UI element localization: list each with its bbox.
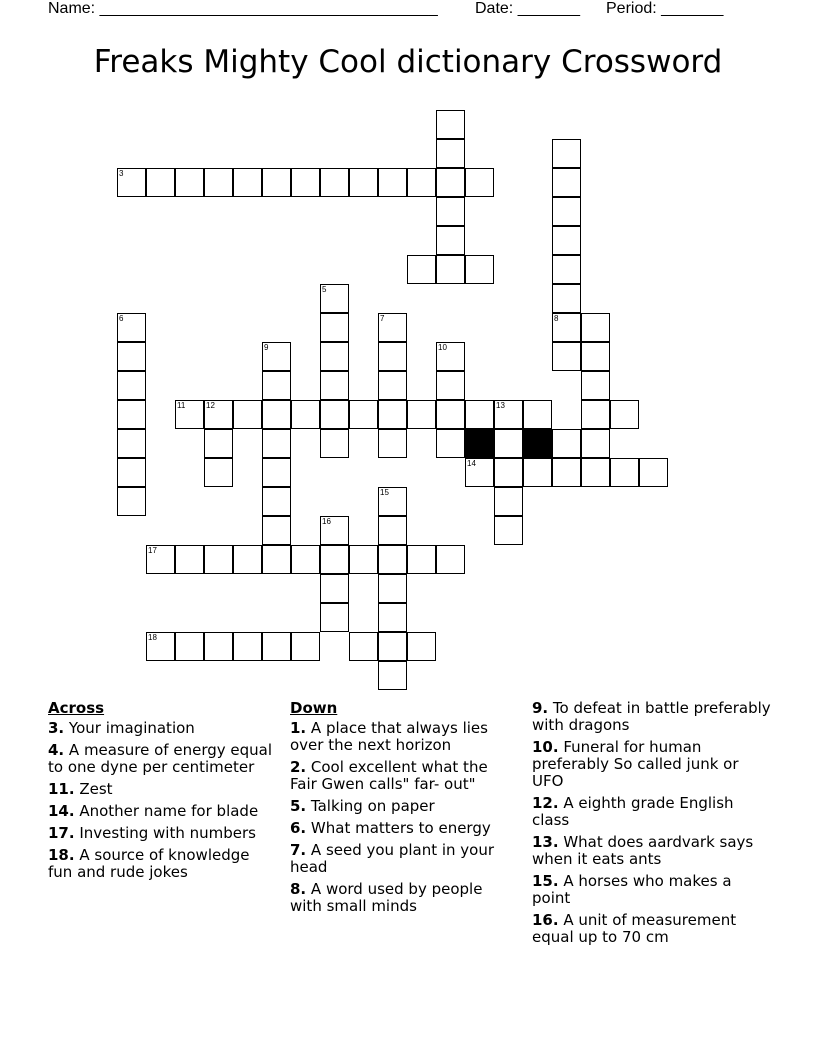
clue-item-number: 5. (290, 797, 307, 815)
grid-cell[interactable] (523, 458, 552, 487)
grid-cell[interactable] (378, 342, 407, 371)
clue-item-number: 14. (48, 802, 75, 820)
grid-cell[interactable] (349, 400, 378, 429)
grid-cell[interactable] (204, 632, 233, 661)
clue-number: 3 (119, 169, 124, 178)
grid-cell[interactable] (378, 168, 407, 197)
clue-item-number: 2. (290, 758, 307, 776)
grid-cell[interactable] (320, 400, 349, 429)
grid-cell[interactable] (204, 545, 233, 574)
grid-cell[interactable] (552, 255, 581, 284)
grid-cell[interactable] (291, 168, 320, 197)
grid-cell[interactable] (233, 545, 262, 574)
grid-cell[interactable] (146, 545, 175, 574)
clue-item-number: 3. (48, 719, 65, 737)
clue-number: 16 (322, 517, 331, 526)
grid-cell[interactable] (581, 313, 610, 342)
grid-cell[interactable] (175, 545, 204, 574)
clue-item (290, 881, 508, 915)
clue-item-text: A horses who makes a point (532, 872, 732, 907)
grid-cell[interactable] (320, 545, 349, 574)
grid-cell[interactable] (436, 429, 465, 458)
clue-item-text: Funeral for human preferably So called junk or UFO (532, 738, 739, 790)
across-clue-list (48, 720, 273, 881)
grid-cell[interactable] (378, 545, 407, 574)
grid-cell[interactable] (407, 255, 436, 284)
grid-cell[interactable] (436, 255, 465, 284)
grid-cell[interactable] (407, 400, 436, 429)
across-clues (48, 700, 273, 886)
clue-number: 11 (177, 401, 186, 410)
clue-item-text: A seed you plant in your head (290, 841, 495, 876)
grid-cell[interactable] (117, 313, 146, 342)
grid-cell[interactable] (262, 168, 291, 197)
grid-cell[interactable] (581, 342, 610, 371)
grid-cell[interactable] (581, 400, 610, 429)
grid-cell[interactable] (378, 313, 407, 342)
grid-cell[interactable] (146, 168, 175, 197)
grid-cell[interactable] (262, 371, 291, 400)
grid-cell[interactable] (581, 371, 610, 400)
clue-item-text: A source of knowledge fun and rude jokes (48, 846, 250, 881)
grid-cell[interactable] (233, 632, 262, 661)
grid-cell[interactable] (349, 168, 378, 197)
clue-item-number: 12. (532, 794, 559, 812)
grid-cell[interactable] (465, 255, 494, 284)
grid-cell[interactable] (117, 458, 146, 487)
clue-item (290, 759, 508, 793)
grid-cell[interactable] (552, 284, 581, 313)
clue-item-number: 18. (48, 846, 75, 864)
grid-cell[interactable] (204, 458, 233, 487)
across-heading: Across (48, 699, 105, 717)
grid-cell[interactable] (146, 632, 175, 661)
grid-block (523, 429, 552, 458)
grid-cell[interactable] (320, 168, 349, 197)
clue-item-number: 4. (48, 741, 65, 759)
grid-cell[interactable] (117, 371, 146, 400)
clue-item-number: 13. (532, 833, 559, 851)
clue-number: 17 (148, 546, 157, 555)
clue-item-text: A unit of measurement equal up to 70 cm (532, 911, 737, 946)
grid-cell[interactable] (262, 458, 291, 487)
clue-item-text: Zest (74, 780, 113, 798)
grid-cell[interactable] (552, 197, 581, 226)
clue-number: 5 (322, 285, 327, 294)
grid-cell[interactable] (117, 400, 146, 429)
grid-cell[interactable] (175, 168, 204, 197)
clue-item (532, 912, 772, 946)
grid-cell[interactable] (378, 574, 407, 603)
grid-cell[interactable] (581, 458, 610, 487)
grid-cell[interactable] (552, 458, 581, 487)
page-title: Freaks Mighty Cool dictionary Crossword (93, 44, 723, 80)
grid-cell[interactable] (378, 661, 407, 690)
clue-item-text: Another name for blade (74, 802, 259, 820)
clue-item-number: 6. (290, 819, 307, 837)
grid-cell[interactable] (378, 371, 407, 400)
clue-number: 6 (119, 314, 124, 323)
clue-number: 12 (206, 401, 215, 410)
grid-cell[interactable] (552, 342, 581, 371)
clue-item-text: Your imagination (64, 719, 195, 737)
period-field[interactable]: Period: _______ (606, 0, 724, 17)
grid-cell[interactable] (291, 400, 320, 429)
grid-cell[interactable] (378, 400, 407, 429)
grid-cell[interactable] (320, 371, 349, 400)
clue-item (290, 798, 508, 815)
grid-cell[interactable] (407, 545, 436, 574)
clue-item-number: 8. (290, 880, 307, 898)
grid-cell[interactable] (378, 632, 407, 661)
down-clue-list-continued (532, 700, 772, 946)
clue-number: 15 (380, 488, 389, 497)
grid-cell[interactable] (436, 226, 465, 255)
grid-cell[interactable] (494, 487, 523, 516)
grid-cell[interactable] (262, 516, 291, 545)
grid-cell[interactable] (320, 574, 349, 603)
clue-number: 10 (438, 343, 447, 352)
grid-cell[interactable] (378, 429, 407, 458)
grid-cell[interactable] (639, 458, 668, 487)
grid-cell[interactable] (436, 168, 465, 197)
name-field[interactable]: Name: ______________________________________ (48, 0, 438, 17)
grid-cell[interactable] (581, 429, 610, 458)
clue-item (290, 842, 508, 876)
clue-item-number: 1. (290, 719, 307, 737)
clue-item-text: Cool excellent what the Fair Gwen calls" far- out" (290, 758, 488, 793)
clue-item-text: To defeat in battle preferably with dragons (532, 699, 771, 734)
clue-item-number: 9. (532, 699, 549, 717)
clue-item (290, 820, 508, 837)
grid-cell[interactable] (117, 487, 146, 516)
grid-cell[interactable] (552, 226, 581, 255)
grid-cell[interactable] (320, 284, 349, 313)
grid-cell[interactable] (117, 342, 146, 371)
grid-cell[interactable] (494, 458, 523, 487)
grid-cell[interactable] (610, 458, 639, 487)
grid-cell[interactable] (494, 516, 523, 545)
grid-cell[interactable] (436, 197, 465, 226)
down-clue-list (290, 720, 508, 915)
grid-cell[interactable] (378, 603, 407, 632)
clue-item (48, 847, 273, 881)
clue-item-number: 17. (48, 824, 75, 842)
grid-cell[interactable] (494, 429, 523, 458)
clue-number: 13 (496, 401, 505, 410)
grid-cell[interactable] (175, 400, 204, 429)
grid-cell[interactable] (291, 632, 320, 661)
grid-cell[interactable] (552, 168, 581, 197)
clue-item (532, 700, 772, 734)
down-clues (290, 700, 508, 920)
clue-item-text: A measure of energy equal to one dyne per centimeter (48, 741, 273, 776)
grid-cell[interactable] (378, 516, 407, 545)
grid-cell[interactable] (117, 429, 146, 458)
date-field[interactable]: Date: _______ (475, 0, 580, 17)
grid-cell[interactable] (262, 632, 291, 661)
clue-item (532, 834, 772, 868)
clue-item-number: 7. (290, 841, 307, 859)
clue-item-text: A eighth grade English class (532, 794, 734, 829)
grid-cell[interactable] (349, 545, 378, 574)
grid-cell[interactable] (552, 429, 581, 458)
grid-cell[interactable] (494, 400, 523, 429)
grid-cell[interactable] (436, 139, 465, 168)
grid-cell[interactable] (407, 168, 436, 197)
clue-item-text: What does aardvark says when it eats ants (532, 833, 754, 868)
grid-cell[interactable] (523, 400, 552, 429)
clue-item (532, 739, 772, 790)
clue-item (48, 742, 273, 776)
grid-cell[interactable] (320, 313, 349, 342)
grid-cell[interactable] (610, 400, 639, 429)
grid-block (465, 429, 494, 458)
grid-cell[interactable] (378, 487, 407, 516)
grid-cell[interactable] (320, 342, 349, 371)
grid-cell[interactable] (233, 400, 262, 429)
clue-item-text: Investing with numbers (74, 824, 256, 842)
grid-cell[interactable] (320, 516, 349, 545)
down-heading: Down (290, 699, 338, 717)
grid-cell[interactable] (262, 342, 291, 371)
grid-cell[interactable] (436, 545, 465, 574)
grid-cell[interactable] (320, 603, 349, 632)
grid-cell[interactable] (436, 371, 465, 400)
down-clues-continued (532, 700, 772, 951)
clue-number: 18 (148, 633, 157, 642)
clue-item-text: Talking on paper (306, 797, 435, 815)
clue-number: 9 (264, 343, 269, 352)
grid-cell[interactable] (552, 313, 581, 342)
grid-cell[interactable] (204, 429, 233, 458)
grid-cell[interactable] (291, 545, 320, 574)
grid-cell[interactable] (465, 400, 494, 429)
clue-item-number: 11. (48, 780, 75, 798)
grid-cell[interactable] (465, 458, 494, 487)
grid-cell[interactable] (552, 139, 581, 168)
grid-cell[interactable] (262, 400, 291, 429)
clue-item (48, 720, 273, 737)
clue-item-text: A place that always lies over the next horizon (290, 719, 488, 754)
grid-cell[interactable] (175, 632, 204, 661)
grid-cell[interactable] (320, 429, 349, 458)
grid-cell[interactable] (436, 342, 465, 371)
grid-cell[interactable] (233, 168, 262, 197)
grid-cell[interactable] (349, 632, 378, 661)
clue-item (48, 803, 273, 820)
clue-item (48, 825, 273, 842)
clue-number: 7 (380, 314, 385, 323)
clue-item (532, 873, 772, 907)
clue-item-text: A word used by people with small minds (290, 880, 483, 915)
clue-item (48, 781, 273, 798)
clue-item (290, 720, 508, 754)
grid-cell[interactable] (262, 429, 291, 458)
grid-cell[interactable] (262, 487, 291, 516)
clue-item-text: What matters to energy (306, 819, 491, 837)
grid-cell[interactable] (465, 168, 494, 197)
grid-cell[interactable] (204, 400, 233, 429)
grid-cell[interactable] (204, 168, 233, 197)
grid-cell[interactable] (436, 400, 465, 429)
clue-item-number: 10. (532, 738, 559, 756)
grid-cell[interactable] (436, 110, 465, 139)
clue-number: 14 (467, 459, 476, 468)
grid-cell[interactable] (117, 168, 146, 197)
clue-number: 8 (554, 314, 559, 323)
clue-item-number: 16. (532, 911, 559, 929)
grid-cell[interactable] (407, 632, 436, 661)
grid-cell[interactable] (262, 545, 291, 574)
clue-item-number: 15. (532, 872, 559, 890)
clue-item (532, 795, 772, 829)
